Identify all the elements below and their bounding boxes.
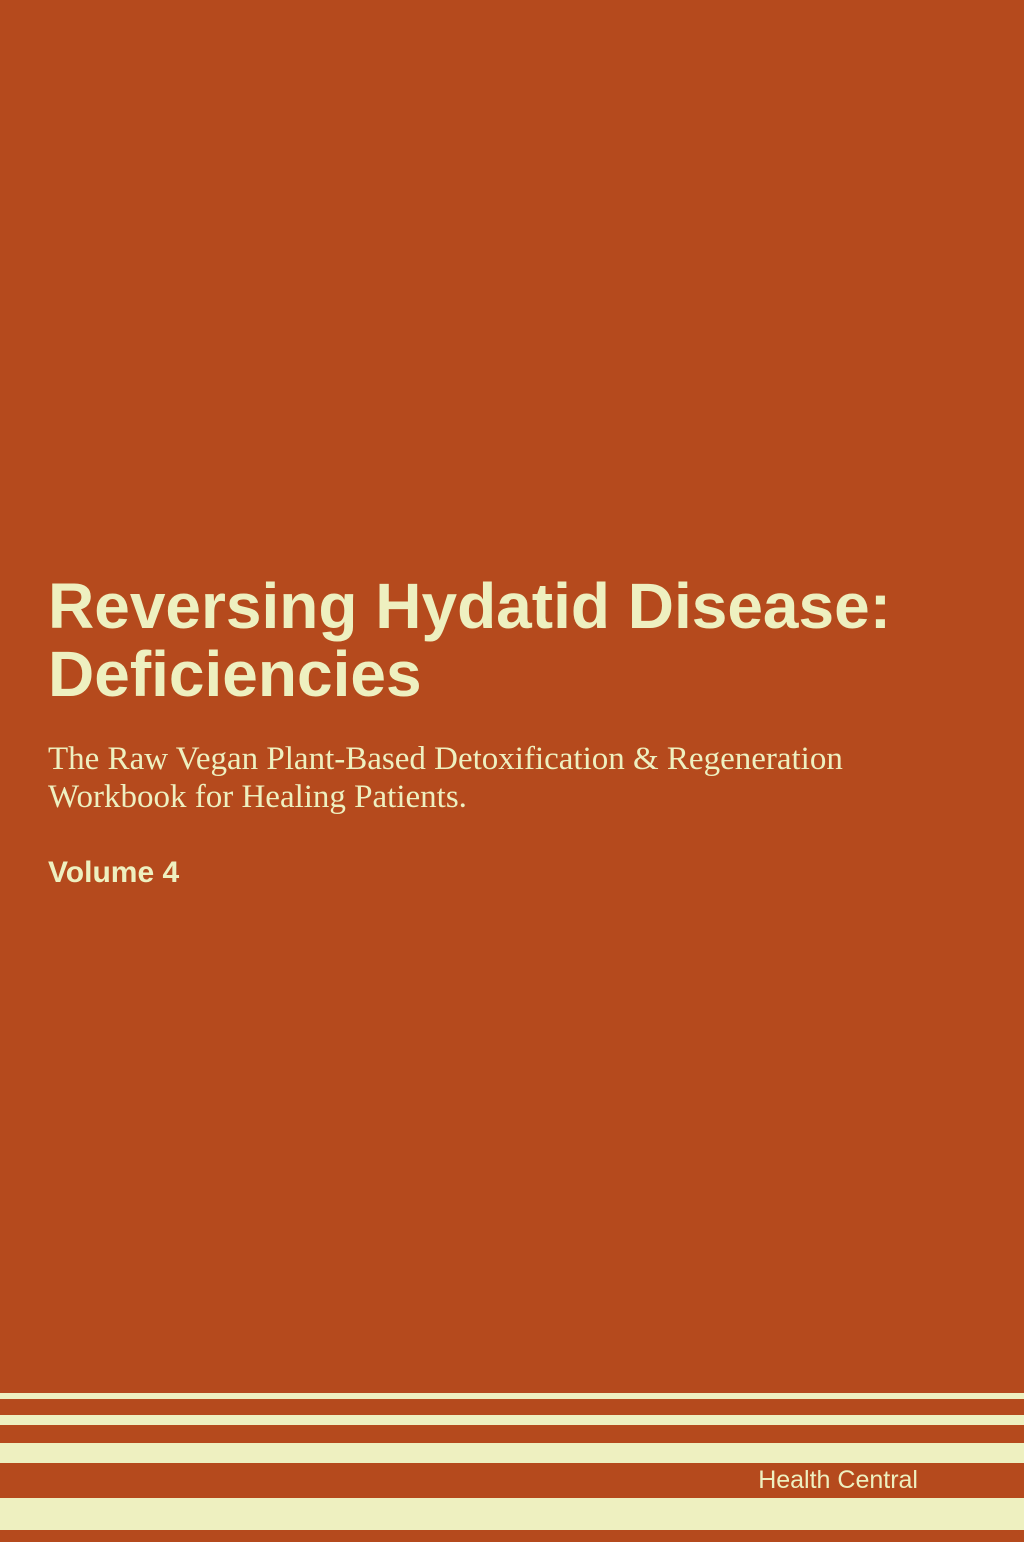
title-line-2: Deficiencies <box>48 638 422 710</box>
volume-label: Volume 4 <box>48 856 180 889</box>
book-title <box>48 572 976 708</box>
footer-stripes <box>0 1393 1024 1542</box>
stripe-gap <box>0 1399 1024 1415</box>
title-line-1: Reversing Hydatid Disease: <box>48 570 891 642</box>
book-subtitle <box>48 740 976 816</box>
publisher-band <box>0 1463 1024 1498</box>
stripe-gap <box>0 1530 1024 1542</box>
stripe-thick <box>0 1498 1024 1530</box>
stripe-medium <box>0 1415 1024 1425</box>
stripe-wide <box>0 1443 1024 1463</box>
subtitle-line-2: Workbook for Healing Patients. <box>48 779 467 815</box>
stripe-gap <box>0 1425 1024 1443</box>
publisher-name: Health Central <box>758 1466 918 1494</box>
subtitle-line-1: The Raw Vegan Plant-Based Detoxification & Regeneration <box>48 741 843 777</box>
